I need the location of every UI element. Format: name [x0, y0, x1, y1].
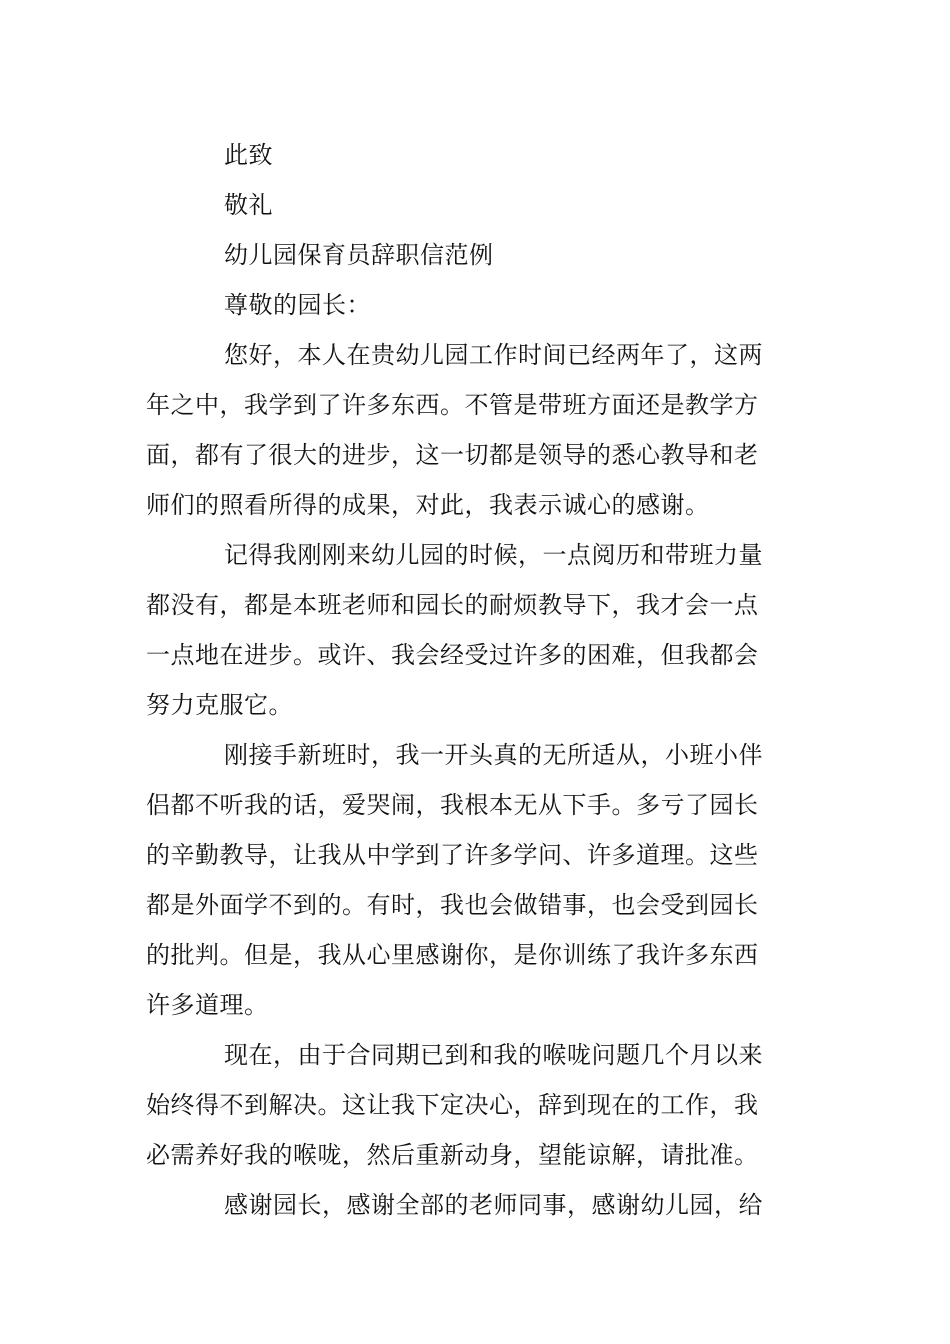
- paragraph-line: 您好，本人在贵幼儿园工作时间已经两年了，这两: [224, 341, 763, 369]
- paragraph-4: [146, 1030, 806, 1180]
- paragraph-line: 的批判。但是，我从心里感谢你，是你训练了我许多东西: [146, 941, 759, 969]
- paragraph-line: 师们的照看所得的成果，对此，我表示诚心的感谢。: [146, 491, 710, 519]
- letter-title: 幼儿园保育员辞职信范例: [224, 241, 494, 269]
- paragraph-line: 面，都有了很大的进步，这一切都是领导的悉心教导和老: [146, 441, 759, 469]
- paragraph-line: 侣都不听我的话，爱哭闹，我根本无从下手。多亏了园长: [146, 791, 759, 819]
- paragraph-line: 感谢园长，感谢全部的老师同事，感谢幼儿园，给: [224, 1191, 763, 1219]
- closing-jing-li: 敬礼: [224, 191, 273, 219]
- paragraph-line: 刚接手新班时，我一开头真的无所适从，小班小伴: [224, 741, 763, 769]
- paragraph-line: 都没有，都是本班老师和园长的耐烦教导下，我才会一点: [146, 591, 759, 619]
- paragraph-line: 努力克服它。: [146, 691, 293, 719]
- paragraph-1: [146, 330, 806, 530]
- closing-ci-zhi: 此致: [224, 141, 273, 169]
- letter-body: [146, 130, 806, 1230]
- paragraph-5: [146, 1180, 806, 1230]
- paragraph-line: 一点地在进步。或许、我会经受过许多的困难，但我都会: [146, 641, 759, 669]
- paragraph-line: 始终得不到解决。这让我下定决心，辞到现在的工作，我: [146, 1091, 759, 1119]
- paragraph-line: 现在，由于合同期已到和我的喉咙问题几个月以来: [224, 1041, 763, 1069]
- paragraph-line: 都是外面学不到的。有时，我也会做错事，也会受到园长: [146, 891, 759, 919]
- paragraph-3: [146, 730, 806, 1030]
- paragraph-2: [146, 530, 806, 730]
- paragraph-line: 必需养好我的喉咙，然后重新动身，望能谅解，请批准。: [146, 1141, 759, 1169]
- paragraph-line: 记得我刚刚来幼儿园的时候，一点阅历和带班力量: [224, 541, 763, 569]
- paragraph-line: 年之中，我学到了许多东西。不管是带班方面还是教学方: [146, 391, 759, 419]
- paragraph-line: 许多道理。: [146, 991, 269, 1019]
- paragraph-line: 的辛勤教导，让我从中学到了许多学问、许多道理。这些: [146, 841, 759, 869]
- salutation: 尊敬的园长：: [224, 291, 371, 319]
